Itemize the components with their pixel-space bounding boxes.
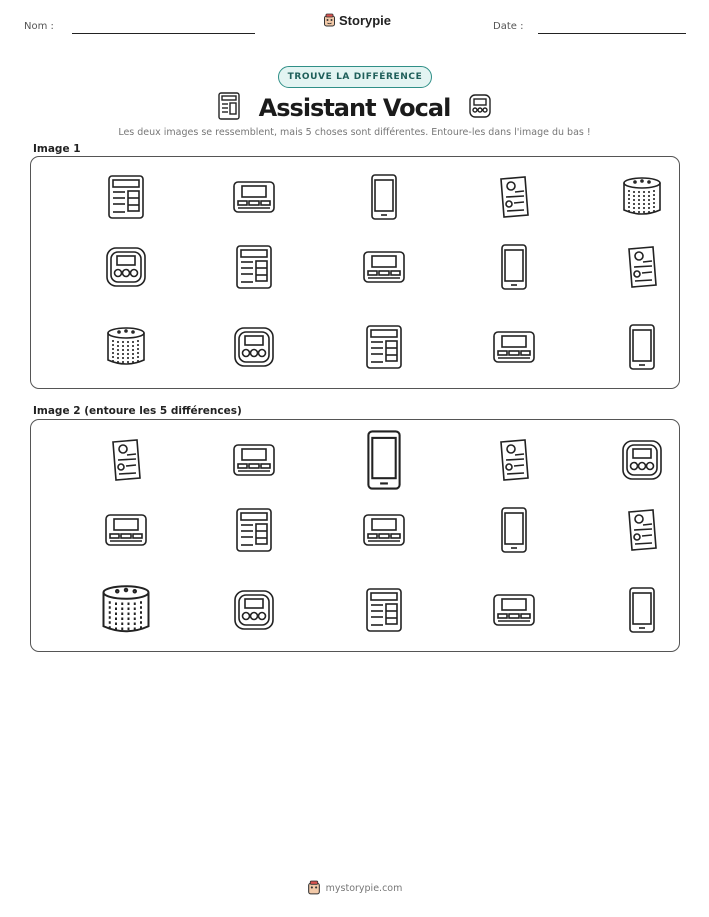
smartphone-icon [592,319,692,375]
thermostat-icon[interactable] [334,582,434,638]
recipe-card-icon [592,239,692,295]
brand-name: Storypie [339,13,392,28]
footer [0,880,709,896]
pager-icon[interactable] [334,502,434,558]
pager-icon[interactable] [464,582,564,638]
image2-panel[interactable] [30,419,680,652]
recipe-card-icon[interactable] [592,502,692,558]
title-thermostat-icon [217,91,241,125]
thermostat-icon[interactable] [204,502,304,558]
kitchen-timer-icon [204,319,304,375]
pager-icon [204,169,304,225]
smart-speaker-icon [76,319,176,375]
smartphone-icon [464,239,564,295]
smartphone-icon[interactable] [334,432,434,488]
date-label: Date : [493,21,524,32]
kitchen-timer-icon[interactable] [204,582,304,638]
instructions: Les deux images se ressemblent, mais 5 choses sont différentes. Entoure-les dans l'image du bas ! [118,127,591,138]
footer-url: mystorypie.com [325,882,403,894]
brand-logo [323,13,391,28]
smart-speaker-icon [592,169,692,225]
pager-icon [334,239,434,295]
thermostat-icon [204,239,304,295]
name-label: Nom : [24,21,54,32]
page-title: Assistant Vocal [258,94,451,122]
date-field[interactable] [538,33,686,34]
name-field[interactable] [72,33,255,34]
thermostat-icon [334,319,434,375]
image2-label: Image 2 (entoure les 5 différences) [33,405,242,417]
kitchen-timer-icon [76,239,176,295]
storypie-mascot-icon [323,13,336,28]
recipe-card-icon [464,169,564,225]
image1-panel [30,156,680,389]
activity-badge: TROUVE LA DIFFÉRENCE [278,66,432,88]
pager-icon[interactable] [76,502,176,558]
thermostat-icon [76,169,176,225]
pager-icon [464,319,564,375]
smartphone-icon[interactable] [464,502,564,558]
smartphone-icon [334,169,434,225]
storypie-mascot-icon [307,880,321,896]
pager-icon[interactable] [204,432,304,488]
kitchen-timer-icon[interactable] [592,432,692,488]
title-timer-icon [468,93,492,123]
smart-speaker-icon[interactable] [76,582,176,638]
image1-label: Image 1 [33,143,81,155]
recipe-card-icon[interactable] [464,432,564,488]
smartphone-icon[interactable] [592,582,692,638]
recipe-card-icon[interactable] [76,432,176,488]
